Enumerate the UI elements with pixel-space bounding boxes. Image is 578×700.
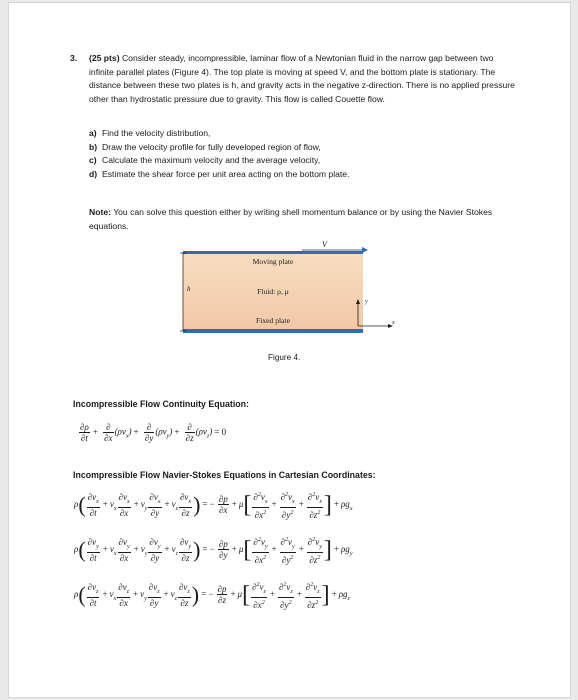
fluid-label: Fluid: ρ, μ: [257, 287, 289, 296]
part-item: c) Calculate the maximum velocity and the average velocity,: [89, 155, 321, 166]
fixed-plate-bar: [183, 329, 363, 333]
fixed-plate-label: Fixed plate: [256, 316, 290, 325]
continuity-heading: Incompressible Flow Continuity Equation:: [73, 399, 249, 409]
gap-h-label: h: [187, 285, 191, 293]
x-axis-label: x: [392, 320, 395, 326]
note-paragraph: [89, 206, 519, 233]
navier-stokes-x-equation: ρ( $\frac{\partial v_x}{\partial t}$ + $v_x$ $\frac{\partial v_x}{\partial x}$ + $v_y$ $\frac{\partial v_x}{\partial y}$ + $v_z$ $\frac{\partial v_x}{\partial z}$ ) = − $\frac{\partial p}{\partial x}$ + μ[ $\frac{\partial^2v_x}{\partial x^2}$ + $\frac{\partial^2v_x}{\partial y^2}$ + $\frac{\partial^2v_x}{\partial z^2}$ ] + $\rho g_x$: [74, 491, 353, 520]
xy-axes-icon: [350, 298, 400, 332]
question-number: 3.: [70, 53, 78, 63]
part-item: a) Find the velocity distribution,: [89, 128, 211, 138]
navier-stokes-heading: Incompressible Flow Navier-Stokes Equations in Cartesian Coordinates:: [73, 470, 376, 480]
note-label: Note:: [89, 207, 111, 217]
navier-stokes-y-equation: ρ( $\frac{\partial v_y}{\partial t}$ + $v_x$ $\frac{\partial v_y}{\partial x}$ + $v_y$ $\frac{\partial v_y}{\partial y}$ + $v_z$ $\frac{\partial v_y}{\partial z}$ ) = − $\frac{\partial p}{\partial y}$ + μ[ $\frac{\partial^2v_y}{\partial x^2}$ + $\frac{\partial^2v_y}{\partial y^2}$ + $\frac{\partial^2v_y}{\partial z^2}$ ] + $\rho g_y$: [74, 536, 353, 565]
navier-stokes-z-equation: ρ( $\frac{\partial v_z}{\partial t}$ + $v_x$ $\frac{\partial v_z}{\partial x}$ + $v_y$ $\frac{\partial v_z}{\partial y}$ + $v_z$ $\frac{\partial v_z}{\partial z}$ ) = − $\frac{\partial p}{\partial z}$ + μ[ $\frac{\partial^2v_z}{\partial x^2}$ + $\frac{\partial^2v_z}{\partial y^2}$ + $\frac{\partial^2v_z}{\partial z^2}$ ] + $\rho g_z$: [74, 581, 350, 610]
note-text: You can solve this question either by writing shell momentum balance or by using the Navier Stokes equations.: [89, 207, 493, 231]
figure-caption: Figure 4.: [268, 353, 301, 362]
y-axis-label: y: [365, 299, 368, 305]
question-intro: [89, 52, 519, 106]
velocity-label: V: [322, 240, 327, 249]
question-intro-text: Consider steady, incompressible, laminar flow of a Newtonian fluid in the narrow gap between two infinite parallel plates (Figure 4). The top plate is moving at speed V, and the bottom plate is stationary. The distance between these two plates is h, and gravity acts in the negative z-direction. There is no applied pressure other than hydrostatic pressure due to gravity. This flow is called Couette flow.: [89, 53, 515, 104]
question-parts: [89, 127, 519, 181]
question-points: (25 pts): [89, 53, 120, 63]
continuity-equation: $\frac{\partial\rho}{\partial t}$ + $\frac{\partial}{\partial x}$ $(\rho v_x)$ + $\frac{\partial}{\partial y}$ $(\rho v_y)$ + $\frac{\partial}{\partial z}$ $(\rho v_z) = 0$: [80, 422, 227, 443]
part-item: b) Draw the velocity profile for fully developed region of flow,: [89, 141, 321, 152]
part-item: d) Estimate the shear force per unit area acting on the bottom plate.: [89, 168, 350, 179]
moving-plate-label: Moving plate: [252, 257, 294, 266]
